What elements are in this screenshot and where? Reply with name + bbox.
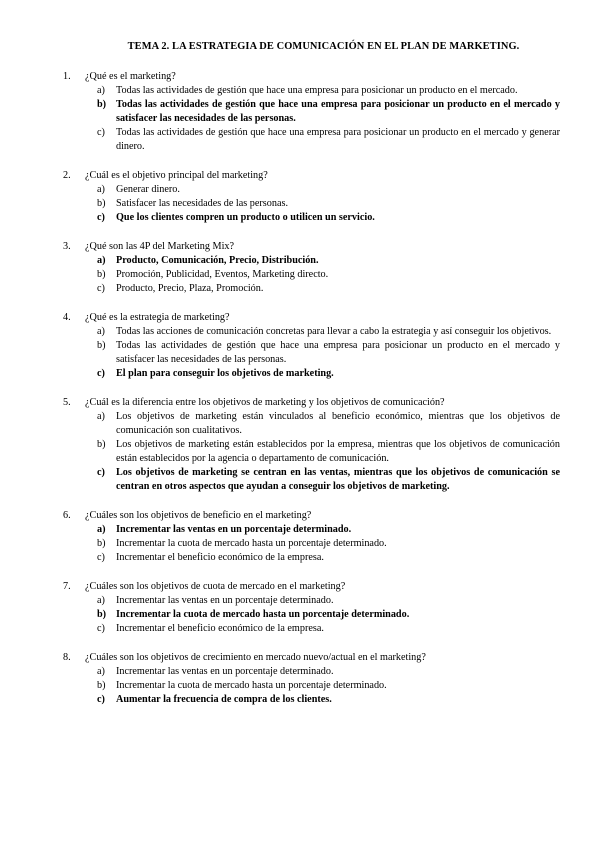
question-list <box>63 70 560 707</box>
option-label: b) <box>97 99 107 110</box>
option-text: Incrementar las ventas en un porcentaje determinado. <box>116 666 334 677</box>
option-text: Satisfacer las necesidades de las personas. <box>116 198 288 209</box>
option-label: a) <box>97 255 106 266</box>
correct-option <box>97 367 560 381</box>
correct-option <box>97 523 560 537</box>
question-item <box>63 509 560 565</box>
option-text: Todas las actividades de gestión que hace una empresa para posicionar un producto en el mercado y satisfacer las necesidades de las personas. <box>116 99 560 124</box>
option-list <box>63 523 560 565</box>
option <box>97 679 560 693</box>
option-text: Todas las actividades de gestión que hace una empresa para posicionar un producto en el mercado. <box>116 85 518 96</box>
option-text: Incrementar el beneficio económico de la empresa. <box>116 623 324 634</box>
option <box>97 84 560 98</box>
option-label: c) <box>97 127 105 138</box>
option-label: c) <box>97 694 105 705</box>
question-text: ¿Qué es la estrategia de marketing? <box>85 312 230 323</box>
option-label: a) <box>97 326 105 337</box>
option-label: b) <box>97 269 106 280</box>
question-number: 8. <box>63 652 71 663</box>
option-label: a) <box>97 184 105 195</box>
question-line <box>63 240 560 254</box>
option <box>97 537 560 551</box>
option-label: c) <box>97 467 105 478</box>
option-list <box>63 325 560 381</box>
option-list <box>63 254 560 296</box>
option-text: El plan para conseguir los objetivos de marketing. <box>116 368 334 379</box>
option-label: a) <box>97 411 105 422</box>
option-text: Promoción, Publicidad, Eventos, Marketing directo. <box>116 269 329 280</box>
question-line <box>63 580 560 594</box>
option <box>97 197 560 211</box>
option-text: Generar dinero. <box>116 184 180 195</box>
option <box>97 410 560 438</box>
correct-option <box>97 98 560 126</box>
option <box>97 282 560 296</box>
option-text: Incrementar las ventas en un porcentaje determinado. <box>116 524 352 535</box>
option <box>97 339 560 367</box>
option-label: a) <box>97 524 106 535</box>
option-text: Todas las actividades de gestión que hace una empresa para posicionar un producto en el mercado y satisfacer las necesidades de las personas. <box>116 340 560 365</box>
question-text: ¿Qué es el marketing? <box>85 71 176 82</box>
question-text: ¿Cuál es la diferencia entre los objetivos de marketing y los objetivos de comunicación? <box>85 397 445 408</box>
question-text: ¿Cuáles son los objetivos de beneficio en el marketing? <box>85 510 312 521</box>
option <box>97 438 560 466</box>
option-text: Aumentar la frecuencia de compra de los clientes. <box>116 694 332 705</box>
correct-option <box>97 466 560 494</box>
option-list <box>63 183 560 225</box>
option-label: b) <box>97 439 106 450</box>
option-text: Incrementar las ventas en un porcentaje determinado. <box>116 595 334 606</box>
option-list <box>63 665 560 707</box>
question-item <box>63 580 560 636</box>
question-number: 7. <box>63 581 71 592</box>
document-title: TEMA 2. LA ESTRATEGIA DE COMUNICACIÓN EN EL PLAN DE MARKETING. <box>127 41 520 52</box>
option-label: a) <box>97 595 105 606</box>
question-text: ¿Qué son las 4P del Marketing Mix? <box>85 241 235 252</box>
option-label: a) <box>97 85 105 96</box>
option <box>97 268 560 282</box>
question-item <box>63 396 560 494</box>
option-list <box>63 594 560 636</box>
option-label: b) <box>97 340 106 351</box>
correct-option <box>97 254 560 268</box>
option-text: Producto, Precio, Plaza, Promoción. <box>116 283 264 294</box>
option-text: Los objetivos de marketing están establecidos por la empresa, mientras que los objetivos de comunicación están establecidos por la agencia o departamento de comunicación. <box>116 439 560 464</box>
option-text: Incrementar la cuota de mercado hasta un porcentaje determinado. <box>116 538 387 549</box>
correct-option <box>97 608 560 622</box>
option-label: b) <box>97 538 106 549</box>
option-text: Todas las actividades de gestión que hace una empresa para posicionar un producto en el mercado y generar dinero. <box>116 127 560 152</box>
question-number: 2. <box>63 170 71 181</box>
option-label: b) <box>97 609 107 620</box>
question-text: ¿Cuál es el objetivo principal del marketing? <box>85 170 268 181</box>
option-label: a) <box>97 666 105 677</box>
question-line <box>63 396 560 410</box>
correct-option <box>97 693 560 707</box>
option <box>97 594 560 608</box>
question-number: 6. <box>63 510 71 521</box>
question-number: 5. <box>63 397 71 408</box>
option <box>97 622 560 636</box>
question-item <box>63 311 560 381</box>
option-text: Incrementar la cuota de mercado hasta un porcentaje determinado. <box>116 680 387 691</box>
option <box>97 551 560 565</box>
option-text: Incrementar la cuota de mercado hasta un porcentaje determinado. <box>116 609 410 620</box>
option <box>97 126 560 154</box>
option-label: c) <box>97 283 105 294</box>
question-number: 1. <box>63 71 71 82</box>
option <box>97 325 560 339</box>
option-text: Los objetivos de marketing se centran en las ventas, mientras que los objetivos de comunicación se centran en otros aspectos que ayudan a conseguir los objetivos de marketing. <box>116 467 560 492</box>
question-item <box>63 651 560 707</box>
option-label: c) <box>97 368 105 379</box>
question-line <box>63 651 560 665</box>
question-line <box>63 509 560 523</box>
option-text: Producto, Comunicación, Precio, Distribución. <box>116 255 319 266</box>
option-text: Que los clientes compren un producto o utilicen un servicio. <box>116 212 375 223</box>
correct-option <box>97 211 560 225</box>
question-number: 4. <box>63 312 71 323</box>
question-item <box>63 240 560 296</box>
question-item <box>63 169 560 225</box>
question-line <box>63 70 560 84</box>
option-label: c) <box>97 552 105 563</box>
option-list <box>63 410 560 494</box>
question-number: 3. <box>63 241 71 252</box>
option-label: b) <box>97 680 106 691</box>
option <box>97 183 560 197</box>
option-label: c) <box>97 212 105 223</box>
option-text: Todas las acciones de comunicación concretas para llevar a cabo la estrategia y así conseguir los objetivos. <box>116 326 552 337</box>
question-line <box>63 311 560 325</box>
option-label: b) <box>97 198 106 209</box>
option-text: Los objetivos de marketing están vinculados al beneficio económico, mientras que los objetivos de comunicación son cualitativos. <box>116 411 560 436</box>
question-text: ¿Cuáles son los objetivos de crecimiento en mercado nuevo/actual en el marketing? <box>85 652 426 663</box>
option-text: Incrementar el beneficio económico de la empresa. <box>116 552 324 563</box>
option-label: c) <box>97 623 105 634</box>
question-line <box>63 169 560 183</box>
option-list <box>63 84 560 154</box>
question-text: ¿Cuáles son los objetivos de cuota de mercado en el marketing? <box>85 581 346 592</box>
option <box>97 665 560 679</box>
question-item <box>63 70 560 154</box>
